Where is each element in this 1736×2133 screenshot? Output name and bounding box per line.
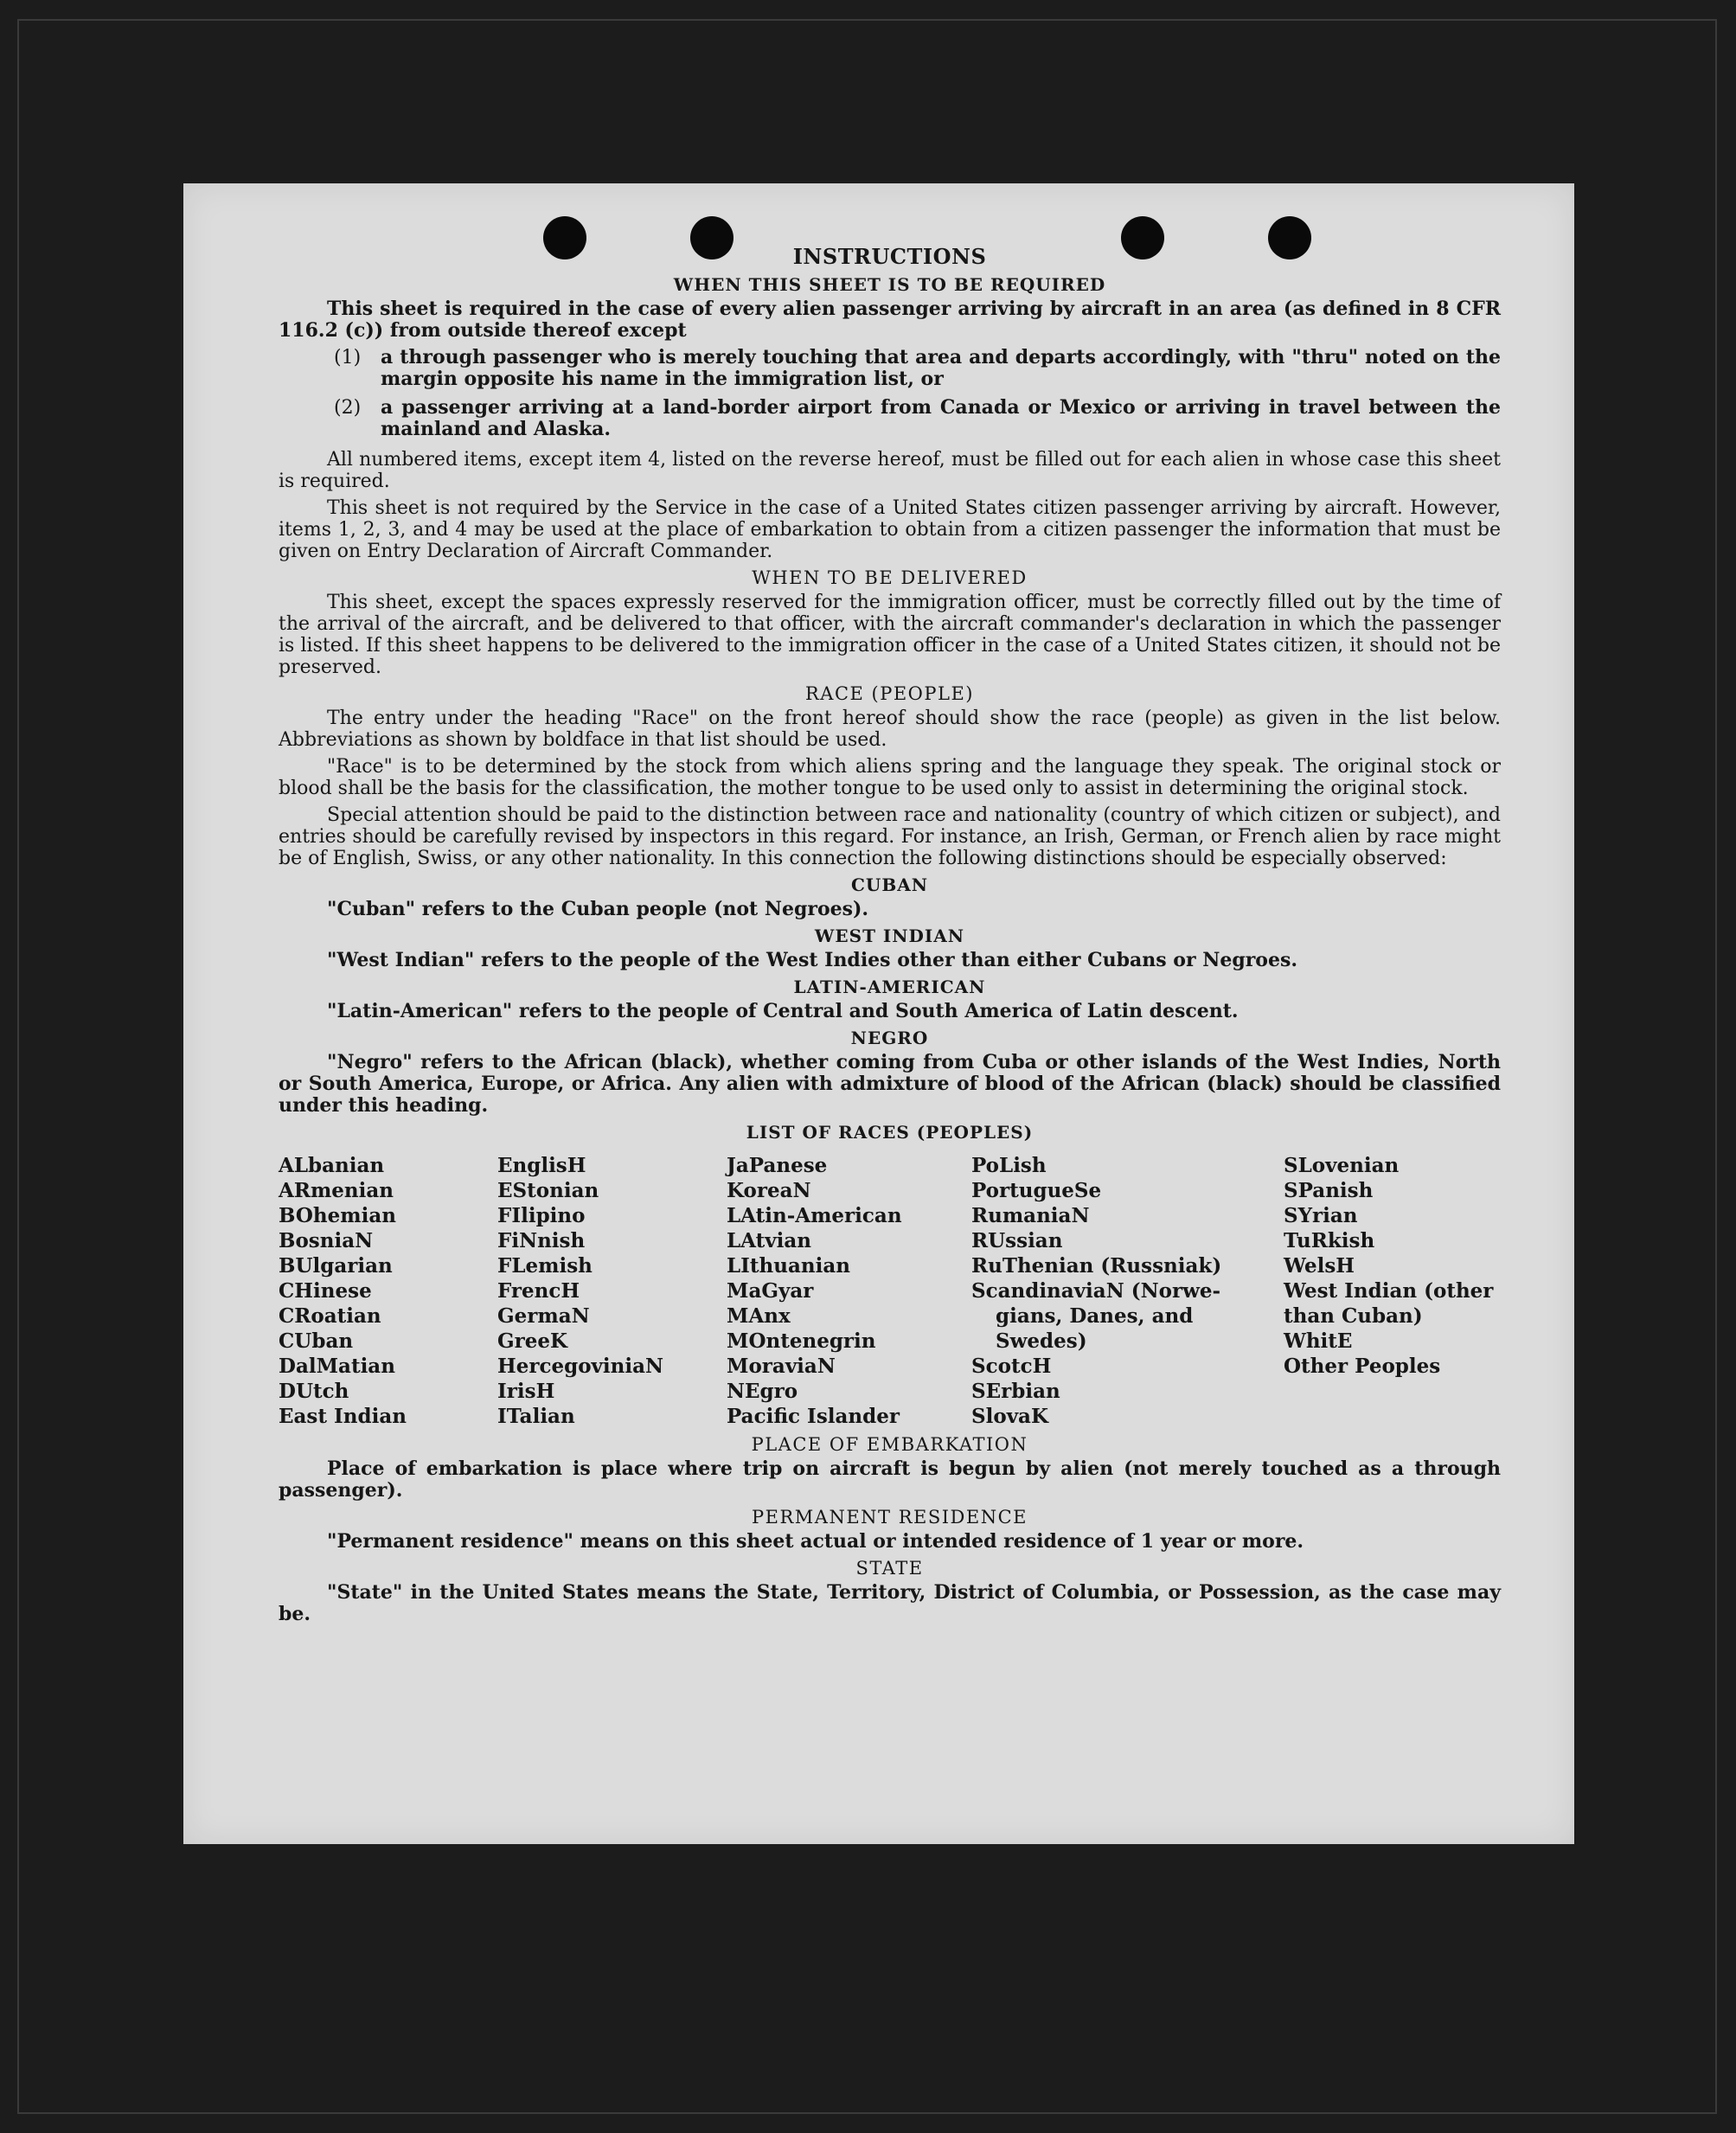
race-entry: TuRkish	[1284, 1229, 1375, 1252]
race-entry: CRoatian	[279, 1304, 381, 1328]
race-entry: FrencH	[497, 1279, 580, 1303]
section-heading-required: WHEN THIS SHEET IS TO BE REQUIRED	[673, 274, 1106, 295]
race-entry: LIthuanian	[727, 1254, 850, 1278]
race-paragraph: "Race" is to be determined by the stock from which aliens spring and the language they speak. The original stock or blood shall be the basis for the classification, the mother tongue to be used only to assist in determining the original stock.	[279, 756, 1501, 799]
race-entry: HercegoviniaN	[497, 1355, 664, 1378]
race-entry: DUtch	[279, 1380, 349, 1403]
section-heading-cuban: CUBAN	[850, 874, 929, 895]
race-entry: RuThenian (Russniak)	[971, 1254, 1222, 1278]
race-paragraph: The entry under the heading "Race" on the front hereof should show the race (people) as given in the list below. Abbreviations as shown by boldface in that list should be used.	[279, 708, 1501, 751]
race-entry: FLemish	[497, 1254, 593, 1278]
race-paragraph: Special attention should be paid to the distinction between race and nationality (country of which citizen or subject), and entries should be carefully revised by inspectors in this regard. For instance, an Irish, German, or French alien by race might be of English, Swiss, or any other nationality. In this connection the following distinctions should be especially observed:	[279, 804, 1501, 869]
race-entry: JaPanese	[727, 1154, 828, 1177]
race-entry: SLovenian	[1284, 1154, 1400, 1177]
race-entry: CHinese	[279, 1279, 372, 1303]
document-page	[183, 183, 1574, 1844]
section-heading-state: STATE	[855, 1558, 924, 1579]
instructions-content	[279, 244, 1501, 1630]
items-note: All numbered items, except item 4, listed on the reverse hereof, must be filled out for each alien in whose case this sheet is required.	[279, 449, 1501, 492]
page-title: INSTRUCTIONS	[792, 244, 987, 269]
races-column-1	[279, 1153, 497, 1429]
race-entry: BUlgarian	[279, 1254, 393, 1278]
negro-text: "Negro" refers to the African (black), whether coming from Cuba or other islands of the West Indies, North or South America, Europe, or Africa. Any alien with admixture of blood of the African (black) should be classified under this heading.	[279, 1051, 1501, 1117]
section-heading-delivered: WHEN TO BE DELIVERED	[752, 567, 1028, 588]
race-entry: PortugueSe	[971, 1179, 1102, 1202]
race-entry: ITalian	[497, 1405, 575, 1428]
exception-item	[334, 396, 1501, 440]
races-column-3	[727, 1153, 971, 1429]
race-entry: LAtvian	[727, 1229, 811, 1252]
races-list	[279, 1153, 1501, 1429]
section-heading-negro: NEGRO	[850, 1028, 929, 1048]
race-entry: EStonian	[497, 1179, 599, 1202]
race-entry: PoLish	[971, 1154, 1047, 1177]
race-entry: SYrian	[1284, 1204, 1358, 1227]
race-entry: NEgro	[727, 1380, 798, 1403]
race-entry: SPanish	[1284, 1179, 1374, 1202]
required-intro: This sheet is required in the case of every alien passenger arriving by aircraft in an area (as defined in 8 CFR 116.2 (c)) from outside thereof except	[279, 298, 1501, 342]
race-entry: WelsH	[1284, 1254, 1355, 1278]
race-entry: GermaN	[497, 1304, 590, 1328]
race-entry: CUban	[279, 1329, 354, 1353]
race-entry: MAnx	[727, 1304, 791, 1328]
latin-text: "Latin-American" refers to the people of Central and South America of Latin descent.	[327, 1000, 1239, 1022]
race-entry: ARmenian	[279, 1179, 394, 1202]
race-entry: ScandinaviaN (Norwe-	[971, 1279, 1221, 1303]
exceptions-list	[279, 347, 1501, 440]
delivered-text: This sheet, except the spaces expressly reserved for the immigration officer, must be correctly filled out by the time of the arrival of the aircraft, and be delivered to that officer, with the aircraft commander's declaration in which the passenger is listed. If this sheet happens to be delivered to the immigration officer in the case of a United States citizen, it should not be preserved.	[279, 592, 1501, 678]
west-indian-text: "West Indian" refers to the people of the West Indies other than either Cubans or Negroes.	[327, 949, 1298, 971]
race-entry: DalMatian	[279, 1355, 395, 1378]
section-heading-residence: PERMANENT RESIDENCE	[752, 1507, 1028, 1528]
exception-number: (1)	[334, 347, 362, 368]
race-entry: IrisH	[497, 1380, 555, 1403]
race-entry: ALbanian	[279, 1154, 385, 1177]
race-entry: FIlipino	[497, 1204, 586, 1227]
race-entry: BOhemian	[279, 1204, 396, 1227]
section-heading-west-indian: WEST INDIAN	[814, 926, 965, 946]
race-entry: KoreaN	[727, 1179, 811, 1202]
races-column-4	[971, 1153, 1284, 1429]
race-entry: MOntenegrin	[727, 1329, 876, 1353]
exception-text: a passenger arriving at a land-border airport from Canada or Mexico or arriving in travel between the mainland and Alaska.	[381, 396, 1501, 440]
race-entry: FiNnish	[497, 1229, 586, 1252]
race-entry: LAtin-American	[727, 1204, 902, 1227]
race-entry: than Cuban)	[1284, 1304, 1423, 1328]
section-heading-list: LIST OF RACES (PEOPLES)	[746, 1122, 1034, 1143]
race-entry: RUssian	[971, 1229, 1063, 1252]
embarkation-text: Place of embarkation is place where trip on aircraft is begun by alien (not merely touched as a through passenger).	[279, 1457, 1501, 1502]
races-column-5	[1284, 1153, 1501, 1429]
race-entry: gians, Danes, and	[996, 1304, 1194, 1328]
race-entry: SlovaK	[971, 1405, 1048, 1428]
citizen-note: This sheet is not required by the Service in the case of a United States citizen passenger arriving by aircraft. However, items 1, 2, 3, and 4 may be used at the place of embarkation to obtain from a citizen passenger the information that must be given on Entry Declaration of Aircraft Commander.	[279, 497, 1501, 562]
race-entry: BosniaN	[279, 1229, 374, 1252]
residence-text: "Permanent residence" means on this sheet actual or intended residence of 1 year or more.	[327, 1530, 1304, 1553]
cuban-text: "Cuban" refers to the Cuban people (not Negroes).	[327, 898, 869, 920]
exception-number: (2)	[334, 397, 362, 419]
race-entry: Other Peoples	[1284, 1355, 1441, 1378]
exception-text: a through passenger who is merely touching that area and departs accordingly, with "thru" noted on the margin opposite his name in the immigration list, or	[381, 346, 1501, 390]
race-entry: West Indian (other	[1284, 1279, 1494, 1303]
exception-item	[334, 346, 1501, 390]
race-entry: Swedes)	[996, 1329, 1087, 1353]
section-heading-embarkation: PLACE OF EMBARKATION	[751, 1434, 1028, 1455]
race-entry: ScotcH	[971, 1355, 1052, 1378]
section-heading-latin: LATIN-AMERICAN	[793, 977, 986, 997]
race-entry: EnglisH	[497, 1154, 586, 1177]
section-heading-race: RACE (PEOPLE)	[804, 683, 975, 704]
state-text: "State" in the United States means the State, Territory, District of Columbia, or Possession, as the case may be.	[279, 1581, 1501, 1625]
race-entry: East Indian	[279, 1405, 407, 1428]
race-entry: MoraviaN	[727, 1355, 836, 1378]
race-entry: WhitE	[1284, 1329, 1353, 1353]
race-entry: RumaniaN	[971, 1204, 1090, 1227]
race-entry: GreeK	[497, 1329, 568, 1353]
race-entry: SErbian	[971, 1380, 1060, 1403]
race-entry: MaGyar	[727, 1279, 814, 1303]
races-column-2	[497, 1153, 727, 1429]
race-entry: Pacific Islander	[727, 1405, 900, 1428]
